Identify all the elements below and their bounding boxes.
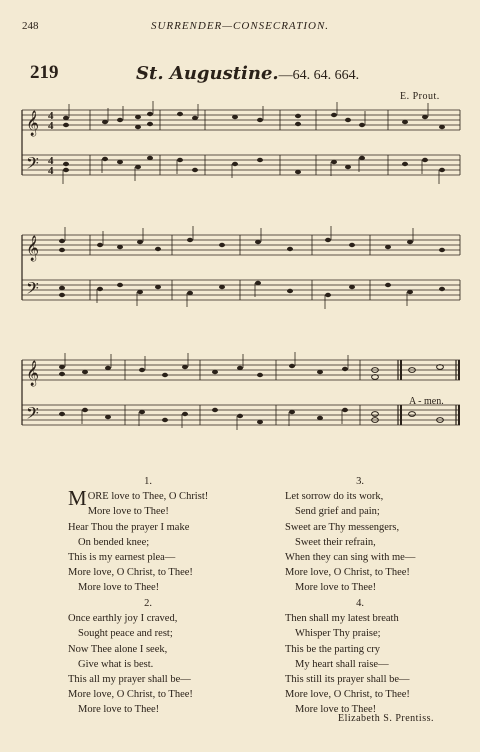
hymn-number: 219	[30, 62, 59, 83]
verse-line: Now Thee alone I seek,	[68, 643, 168, 655]
verse-line: This still its prayer shall be—	[285, 674, 410, 686]
svg-text:𝄢: 𝄢	[26, 405, 39, 427]
verse-line: Let sorrow do its work,	[285, 491, 384, 503]
verse-line: More love to Thee!	[78, 704, 160, 716]
drop-cap: M	[68, 486, 87, 511]
svg-text:4: 4	[48, 120, 54, 132]
svg-text:4: 4	[48, 155, 54, 167]
verse-line: Then shall my latest breath	[285, 613, 399, 625]
svg-text:𝄢: 𝄢	[26, 155, 39, 177]
verse-line: Give what is best.	[78, 658, 154, 670]
verse-number: 1.	[144, 476, 152, 487]
verse-line: Sweet are Thy messengers,	[285, 521, 400, 533]
amen-label: A - men.	[409, 396, 444, 407]
verse-line: When they can sing with me—	[285, 552, 416, 564]
verse-line: Send grief and pain;	[295, 506, 380, 518]
meter: —64. 64. 664.	[278, 68, 360, 83]
composer: E. Prout.	[400, 91, 440, 102]
verse-1	[68, 474, 228, 596]
verse-line: Sweet their refrain,	[295, 536, 376, 548]
verse-line: More love, O Christ, to Thee!	[68, 567, 193, 579]
verse-line: More love to Thee!	[87, 506, 169, 518]
verse-2	[68, 596, 228, 718]
verse-line: MORE love to Thee, O Christ!	[68, 486, 209, 511]
svg-text:4: 4	[48, 165, 54, 177]
verse-line: More love, O Christ, to Thee!	[285, 689, 410, 701]
verse-line: More love to Thee!	[295, 704, 377, 716]
tune-heading	[136, 63, 359, 84]
verse-line: This is my earnest plea—	[68, 552, 176, 564]
verse-3	[285, 474, 435, 596]
verse-line: More love, O Christ, to Thee!	[68, 689, 193, 701]
author-attribution: Elizabeth S. Prentiss.	[338, 713, 434, 724]
svg-text:𝄞: 𝄞	[26, 360, 40, 385]
verse-line: This all my prayer shall be—	[68, 674, 191, 686]
verse-line: More love to Thee!	[78, 582, 160, 594]
svg-text:𝄞: 𝄞	[26, 235, 40, 260]
music-system-2	[0, 225, 480, 317]
verse-line: Whisper Thy praise;	[295, 628, 381, 640]
verse-line: Sought peace and rest;	[78, 628, 173, 640]
verse-number: 3.	[356, 476, 364, 487]
running-title: SURRENDER—CONSECRATION.	[150, 20, 330, 32]
svg-text:𝄞: 𝄞	[26, 110, 40, 135]
svg-text:4: 4	[48, 110, 54, 122]
verse-line: Once earthly joy I craved,	[68, 613, 178, 625]
verse-4	[285, 596, 435, 718]
verse-number: 2.	[144, 598, 152, 609]
running-head	[0, 20, 480, 36]
verse-line: On bended knee;	[78, 536, 150, 548]
verse-number: 4.	[356, 598, 364, 609]
tune-name: St. Augustine.	[136, 63, 279, 84]
music-system-3	[0, 350, 480, 442]
verse-line: My heart shall raise—	[295, 658, 389, 670]
music-system-1	[0, 100, 480, 192]
verse-line: Hear Thou the prayer I make	[68, 521, 190, 533]
verse-line: More love to Thee!	[295, 582, 377, 594]
verse-line: More love, O Christ, to Thee!	[285, 567, 410, 579]
svg-text:𝄢: 𝄢	[26, 280, 39, 302]
verse-line: This be the parting cry	[285, 643, 381, 655]
page-number: 248	[22, 20, 39, 32]
